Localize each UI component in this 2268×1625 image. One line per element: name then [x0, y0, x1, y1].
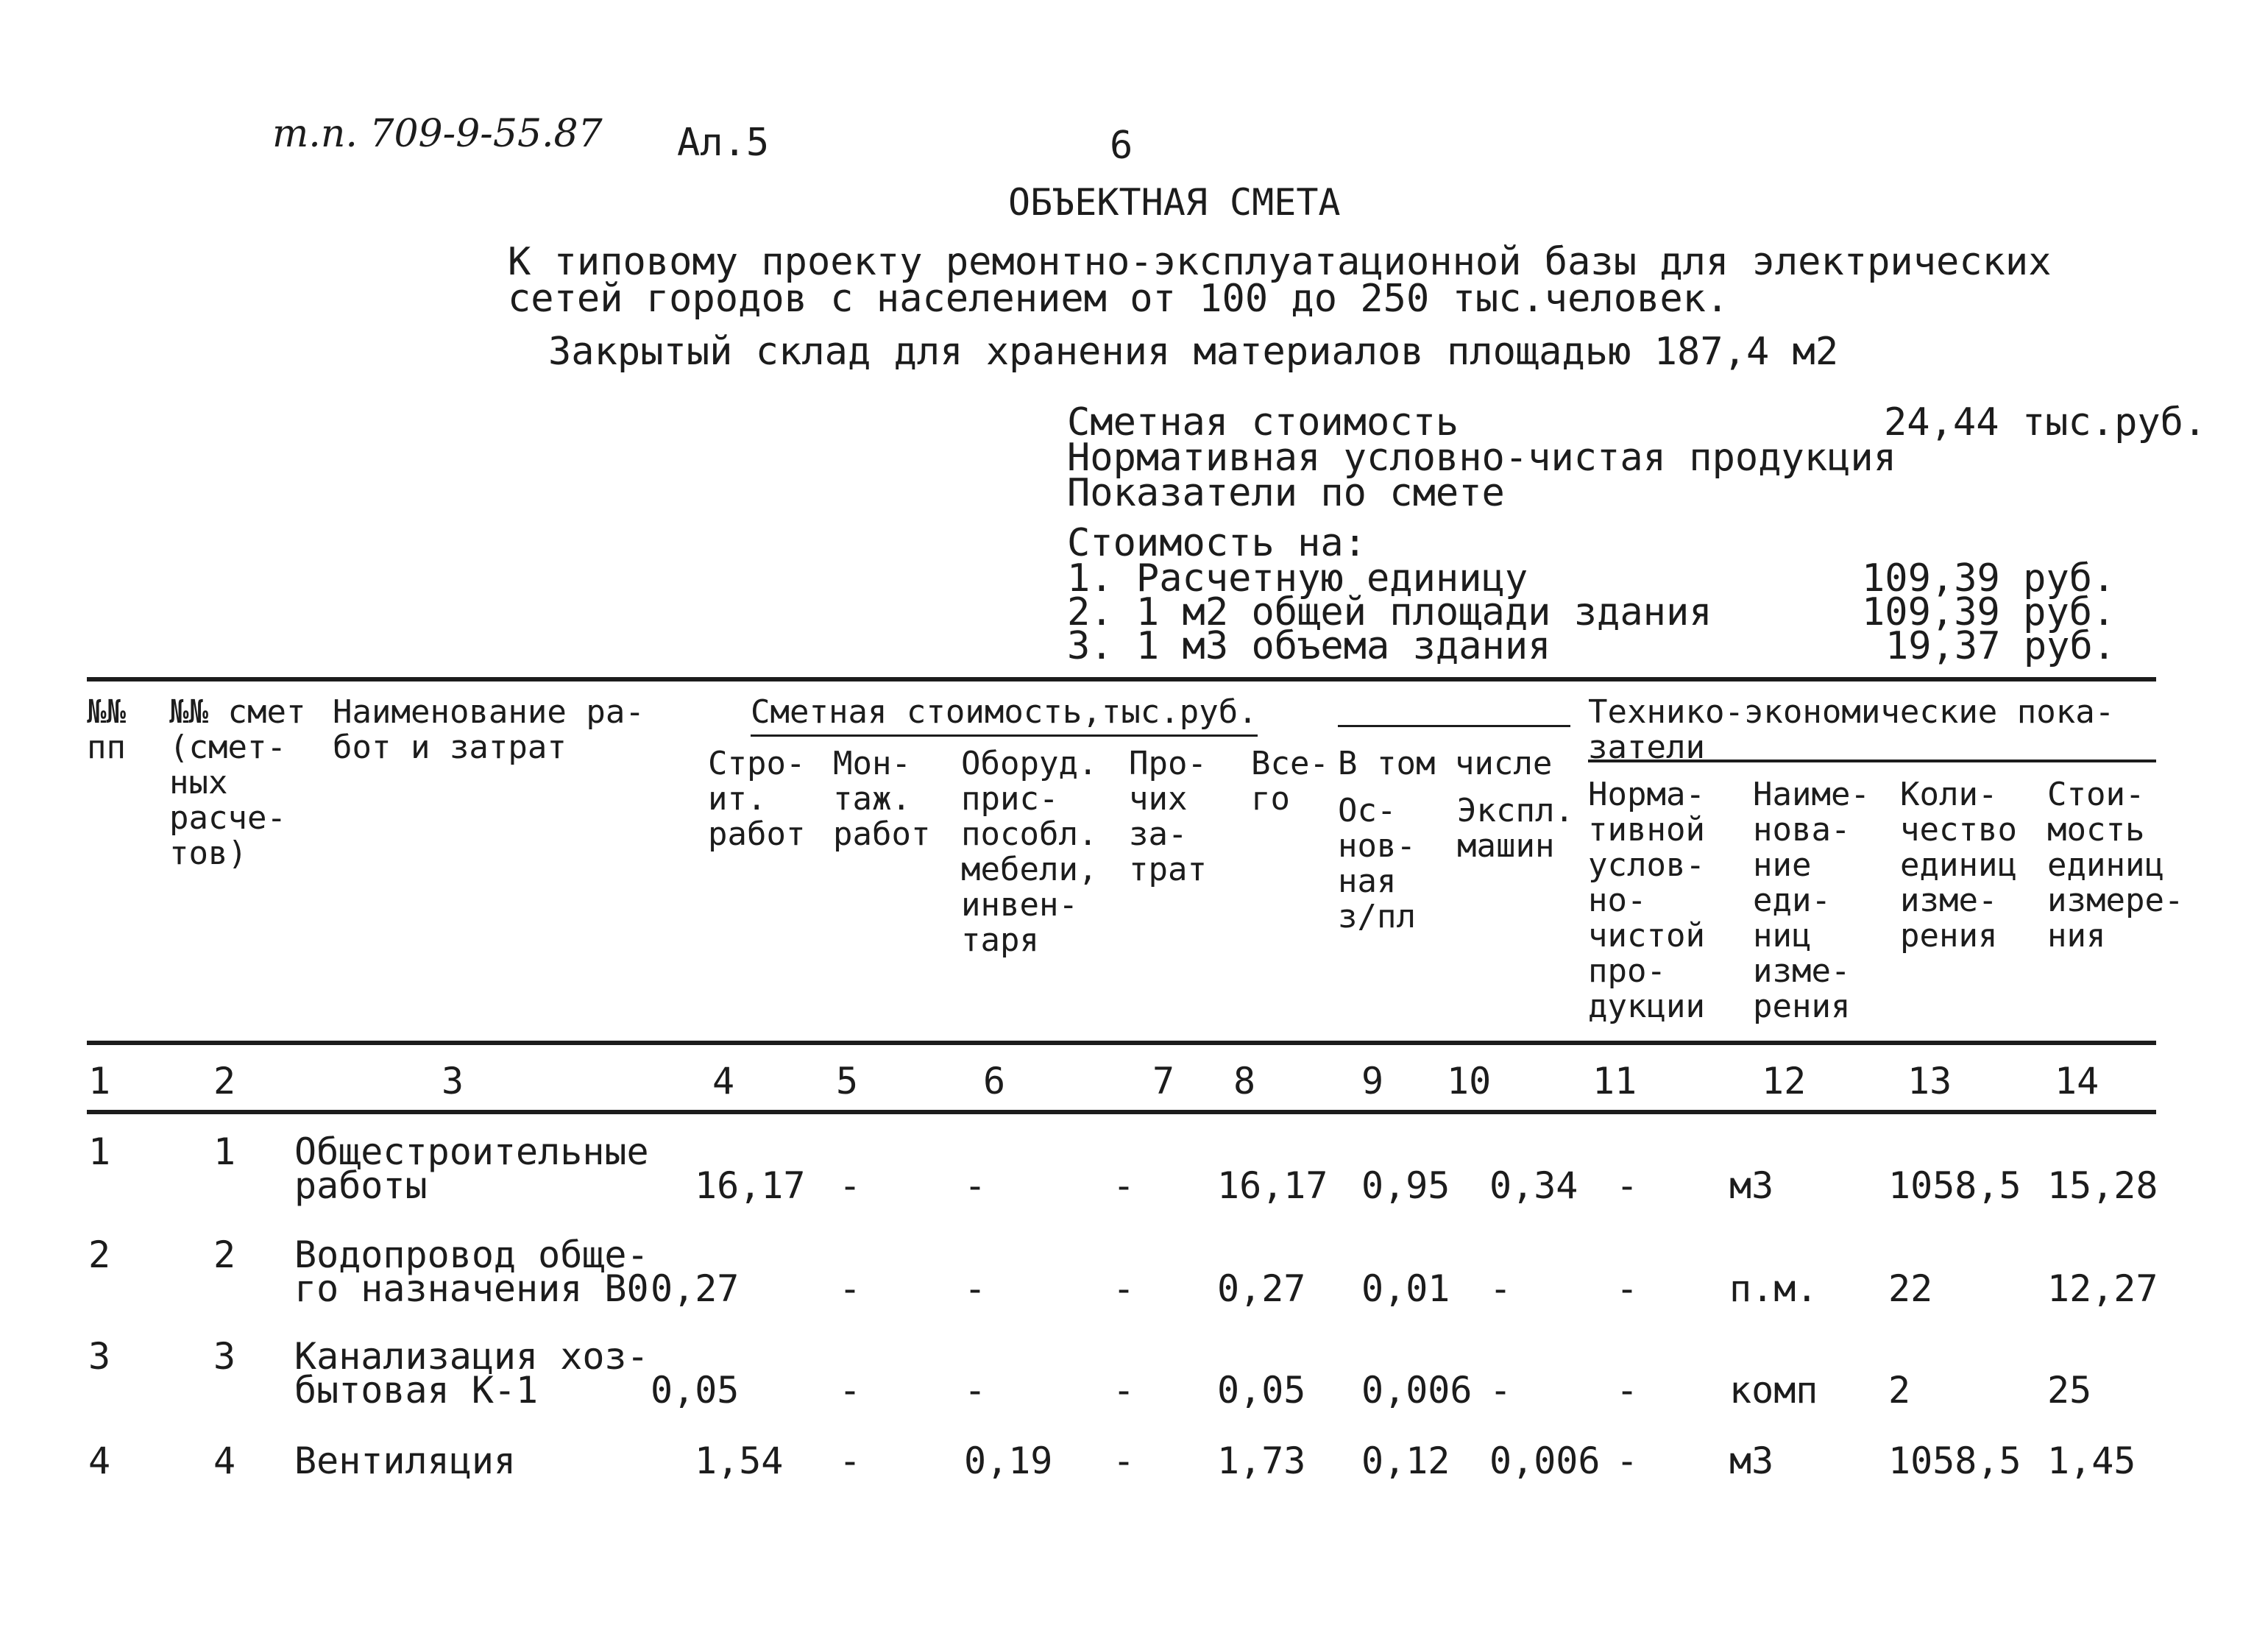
header-col-11: Норма- тивной услов- но- чистой про- дукции: [1588, 776, 1705, 1025]
header-col-3: Наименование ра- бот и затрат: [333, 693, 645, 766]
colnum-8: 8: [1233, 1060, 1256, 1102]
normative-label: Нормативная условно-чистая продукция: [1067, 436, 1897, 480]
incl-group-rule: [1338, 725, 1570, 727]
colnum-1: 1: [88, 1060, 111, 1102]
row-number: 1: [88, 1130, 111, 1173]
cell-unit-cost: 12,27: [2047, 1267, 2158, 1310]
cell-unit: м3: [1729, 1164, 1774, 1207]
work-name-line-2: го назначения В0: [294, 1267, 649, 1310]
colnum-7: 7: [1152, 1060, 1175, 1102]
colnum-12: 12: [1762, 1060, 1807, 1102]
estimate-number: 4: [213, 1440, 236, 1482]
cell-unit-cost: 15,28: [2047, 1164, 2158, 1207]
header-col-9: Ос- нов- ная з/пл: [1338, 792, 1416, 935]
cell-other: -: [1113, 1164, 1135, 1207]
header-col-14: Стои- мость единиц измере- ния: [2047, 776, 2184, 955]
cell-construction: 0,05: [651, 1369, 740, 1412]
cell-wages: 0,01: [1361, 1267, 1450, 1310]
cell-construction: 16,17: [695, 1164, 806, 1207]
cell-wages: 0,95: [1361, 1164, 1450, 1207]
cell-construction: 1,54: [695, 1440, 784, 1482]
cell-installation: -: [839, 1164, 862, 1207]
cell-equipment: 0,19: [964, 1440, 1053, 1482]
table-top-rule: [87, 677, 2156, 681]
colnum-13: 13: [1907, 1060, 1952, 1102]
estimate-number: 1: [213, 1130, 236, 1173]
indicators-label: Показатели по смете: [1067, 471, 1505, 515]
header-bottom-rule: [87, 1041, 2156, 1045]
album-number: Ал.5: [677, 121, 770, 165]
cost-on-label: Стоимость на:: [1067, 521, 1367, 565]
summary-item-3-label: 3. 1 м3 объема здания: [1067, 624, 1551, 668]
cell-machines: -: [1489, 1267, 1512, 1310]
cell-wages: 0,12: [1361, 1440, 1450, 1482]
summary-item-3-value: 19,37 руб.: [1885, 624, 2116, 668]
colnum-6: 6: [983, 1060, 1006, 1102]
column-numbers-rule: [87, 1110, 2156, 1114]
work-name-line-2: бытовая К-1: [294, 1369, 539, 1412]
header-col-7: Про- чих за- трат: [1129, 745, 1207, 888]
cell-unit: м3: [1729, 1440, 1774, 1482]
header-col-8: Все- го: [1251, 745, 1329, 818]
cell-other: -: [1113, 1369, 1135, 1412]
colnum-2: 2: [213, 1060, 236, 1102]
row-number: 3: [88, 1335, 111, 1378]
header-col-4: Стро- ит. работ: [708, 745, 806, 853]
object-name: Закрытый склад для хранения материалов площадью 187,4 м2: [548, 330, 1839, 374]
summary-item-1-value: 109,39 руб.: [1862, 556, 2116, 601]
cell-unit: комп: [1729, 1369, 1818, 1412]
work-name-line-2: работы: [294, 1164, 428, 1207]
work-name-line-1: Общестроительные: [294, 1130, 649, 1173]
page-number: 6: [1110, 124, 1133, 168]
document-title: ОБЪЕКТНАЯ СМЕТА: [1008, 181, 1341, 224]
cell-equipment: -: [964, 1369, 987, 1412]
cell-unit-cost: 1,45: [2047, 1440, 2136, 1482]
work-name-line-1: Канализация хоз-: [294, 1335, 649, 1378]
row-number: 4: [88, 1440, 111, 1482]
intro-line-2: сетей городов с населением от 100 до 250 тыс.человек.: [508, 277, 1729, 321]
intro-line-1: К типовому проекту ремонтно-эксплуатационной базы для электрических: [508, 240, 2052, 284]
header-col-1: №№ пп: [87, 693, 126, 766]
header-col-12: Наиме- нова- ние еди- ниц изме- рения: [1753, 776, 1870, 1025]
cell-normative: -: [1616, 1440, 1639, 1482]
cell-quantity: 1058,5: [1888, 1164, 2021, 1207]
document-code: т.п. 709-9-55.87: [272, 112, 603, 156]
cell-construction: 0,27: [651, 1267, 740, 1310]
cell-equipment: -: [964, 1267, 987, 1310]
cell-total: 1,73: [1217, 1440, 1306, 1482]
cell-other: -: [1113, 1267, 1135, 1310]
cell-wages: 0,006: [1361, 1369, 1473, 1412]
header-col-10: Экспл. машин: [1457, 792, 1574, 865]
cell-machines: -: [1489, 1369, 1512, 1412]
cell-other: -: [1113, 1440, 1135, 1482]
colnum-10: 10: [1447, 1060, 1492, 1102]
cell-unit: п.м.: [1729, 1267, 1818, 1310]
header-col-2: №№ смет (смет- ных расче- тов): [169, 693, 306, 872]
colnum-3: 3: [442, 1060, 464, 1102]
cell-installation: -: [839, 1267, 862, 1310]
header-group-tech: Технико-экономические пока- затели: [1588, 693, 2115, 766]
colnum-14: 14: [2055, 1060, 2099, 1102]
cell-machines: 0,006: [1489, 1440, 1601, 1482]
cell-normative: -: [1616, 1267, 1639, 1310]
cell-equipment: -: [964, 1164, 987, 1207]
header-col-6: Оборуд. прис- пособл. мебели, инвен- таря: [961, 745, 1098, 959]
colnum-5: 5: [836, 1060, 859, 1102]
work-name-line-1: Водопровод обще-: [294, 1233, 649, 1276]
colnum-9: 9: [1361, 1060, 1384, 1102]
cell-total: 0,27: [1217, 1267, 1306, 1310]
summary-item-1-label: 1. Расчетную единицу: [1067, 556, 1528, 601]
row-number: 2: [88, 1233, 111, 1276]
estimate-number: 2: [213, 1233, 236, 1276]
cell-unit-cost: 25: [2047, 1369, 2092, 1412]
cell-installation: -: [839, 1440, 862, 1482]
cell-total: 0,05: [1217, 1369, 1306, 1412]
header-col-5: Мон- таж. работ: [833, 745, 931, 853]
header-group-cost: Сметная стоимость,тыс.руб.: [751, 695, 1258, 737]
cell-normative: -: [1616, 1369, 1639, 1412]
colnum-11: 11: [1592, 1060, 1637, 1102]
cell-normative: -: [1616, 1164, 1639, 1207]
cell-installation: -: [839, 1369, 862, 1412]
colnum-4: 4: [712, 1060, 735, 1102]
cost-value: 24,44 тыс.руб.: [1884, 400, 2207, 445]
cell-quantity: 1058,5: [1888, 1440, 2021, 1482]
header-col-13: Коли- чество единиц изме- рения: [1900, 776, 2017, 955]
cell-quantity: 2: [1888, 1369, 1911, 1412]
summary-item-2-label: 2. 1 м2 общей площади здания: [1067, 590, 1712, 634]
cell-quantity: 22: [1888, 1267, 1933, 1310]
header-group-incl: В том числе: [1338, 745, 1553, 782]
work-name-line-1: Вентиляция: [294, 1440, 517, 1482]
summary-item-2-value: 109,39 руб.: [1862, 590, 2116, 634]
cell-machines: 0,34: [1489, 1164, 1578, 1207]
cell-total: 16,17: [1217, 1164, 1328, 1207]
estimate-number: 3: [213, 1335, 236, 1378]
cost-label: Сметная стоимость: [1067, 400, 1459, 445]
